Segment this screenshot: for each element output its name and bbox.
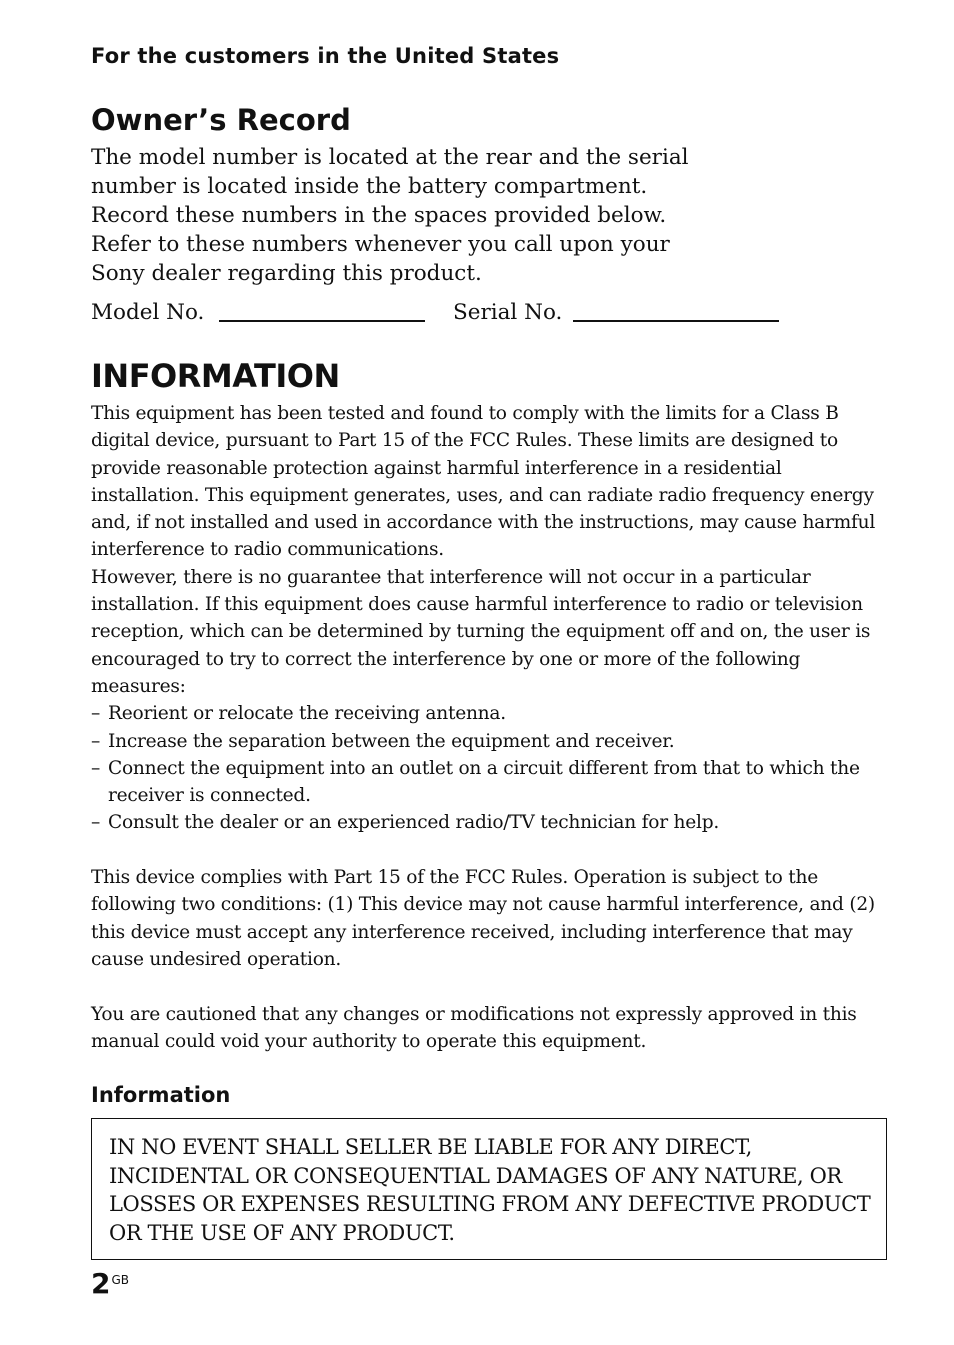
bullet-dash: – [91,703,101,725]
list-item [91,755,891,810]
information-heading: INFORMATION [91,357,340,395]
model-number-blank-line [219,320,425,322]
owners-record-heading: Owner’s Record [91,103,351,137]
model-number-label: Model No. [91,300,205,325]
owners-record-text [91,143,731,288]
serial-number-blank-line [573,320,779,322]
list-item [91,809,891,836]
record-fields [91,300,791,334]
owners-record-line: The model number is located at the rear and the serial [91,145,689,170]
bullet-dash: – [91,812,101,834]
disclaimer-text: IN NO EVENT SHALL SELLER BE LIABLE FOR ANY DIRECT, INCIDENTAL OR CONSEQUENTIAL DAMAGES OF ANY NATURE, OR LOSSES OR EXPENSES RESULTING FROM ANY DEFECTIVE PRODUCT OR THE USE OF ANY PRODUCT. [109,1135,871,1245]
list-item [91,728,891,755]
serial-number-label: Serial No. [453,300,563,325]
interference-measures-list [91,700,891,836]
bullet-dash: – [91,730,101,752]
measure-text: Reorient or relocate the receiving antenna. [108,703,506,725]
owners-record-line: Sony dealer regarding this product. [91,261,482,286]
page-number-suffix: GB [111,1273,130,1287]
fcc-paragraph: However, there is no guarantee that interference will not occur in a particular installation. If this equipment does cause harmful interference to radio or television reception, which can be determined by turning the equipment off and on, the user is encouraged to try to correct the interference by one or more of the following measures: [91,566,871,697]
fcc-paragraph: You are cautioned that any changes or modifications not expressly approved in this manual could void your authority to operate this equipment. [91,1003,857,1052]
page-number [91,1267,129,1300]
measure-text: Increase the separation between the equipment and receiver. [108,730,675,752]
owners-record-line: Refer to these numbers whenever you call upon your [91,232,670,257]
disclaimer-box [91,1118,887,1260]
fcc-paragraph: This equipment has been tested and found to comply with the limits for a Class B digital device, pursuant to Part 15 of the FCC Rules. These limits are designed to provide reasonable protection against harmful interference in a residential installation. This equipment generates, uses, and can radiate radio frequency energy and, if not installed and used in accordance with the instructions, may cause harmful interference to radio communications. [91,403,876,561]
measure-text: Consult the dealer or an experienced radio/TV technician for help. [108,812,720,834]
page-number-value: 2 [91,1267,111,1300]
list-item [91,700,891,727]
owners-record-line: number is located inside the battery compartment. [91,174,648,199]
owners-record-line: Record these numbers in the spaces provided below. [91,203,667,228]
bullet-dash: – [91,757,101,779]
audience-heading: For the customers in the United States [91,44,560,68]
measure-text: Connect the equipment into an outlet on a circuit different from that to which the receiver is connected. [108,757,860,807]
disclaimer-heading: Information [91,1083,231,1107]
fcc-paragraph: This device complies with Part 15 of the FCC Rules. Operation is subject to the following two conditions: (1) This device may not cause harmful interference, and (2) this device must accept any interference received, including interference that may cause undesired operation. [91,867,875,970]
paragraph-spacer [91,973,891,1000]
paragraph-spacer [91,837,891,864]
fcc-information-body [91,400,891,1055]
